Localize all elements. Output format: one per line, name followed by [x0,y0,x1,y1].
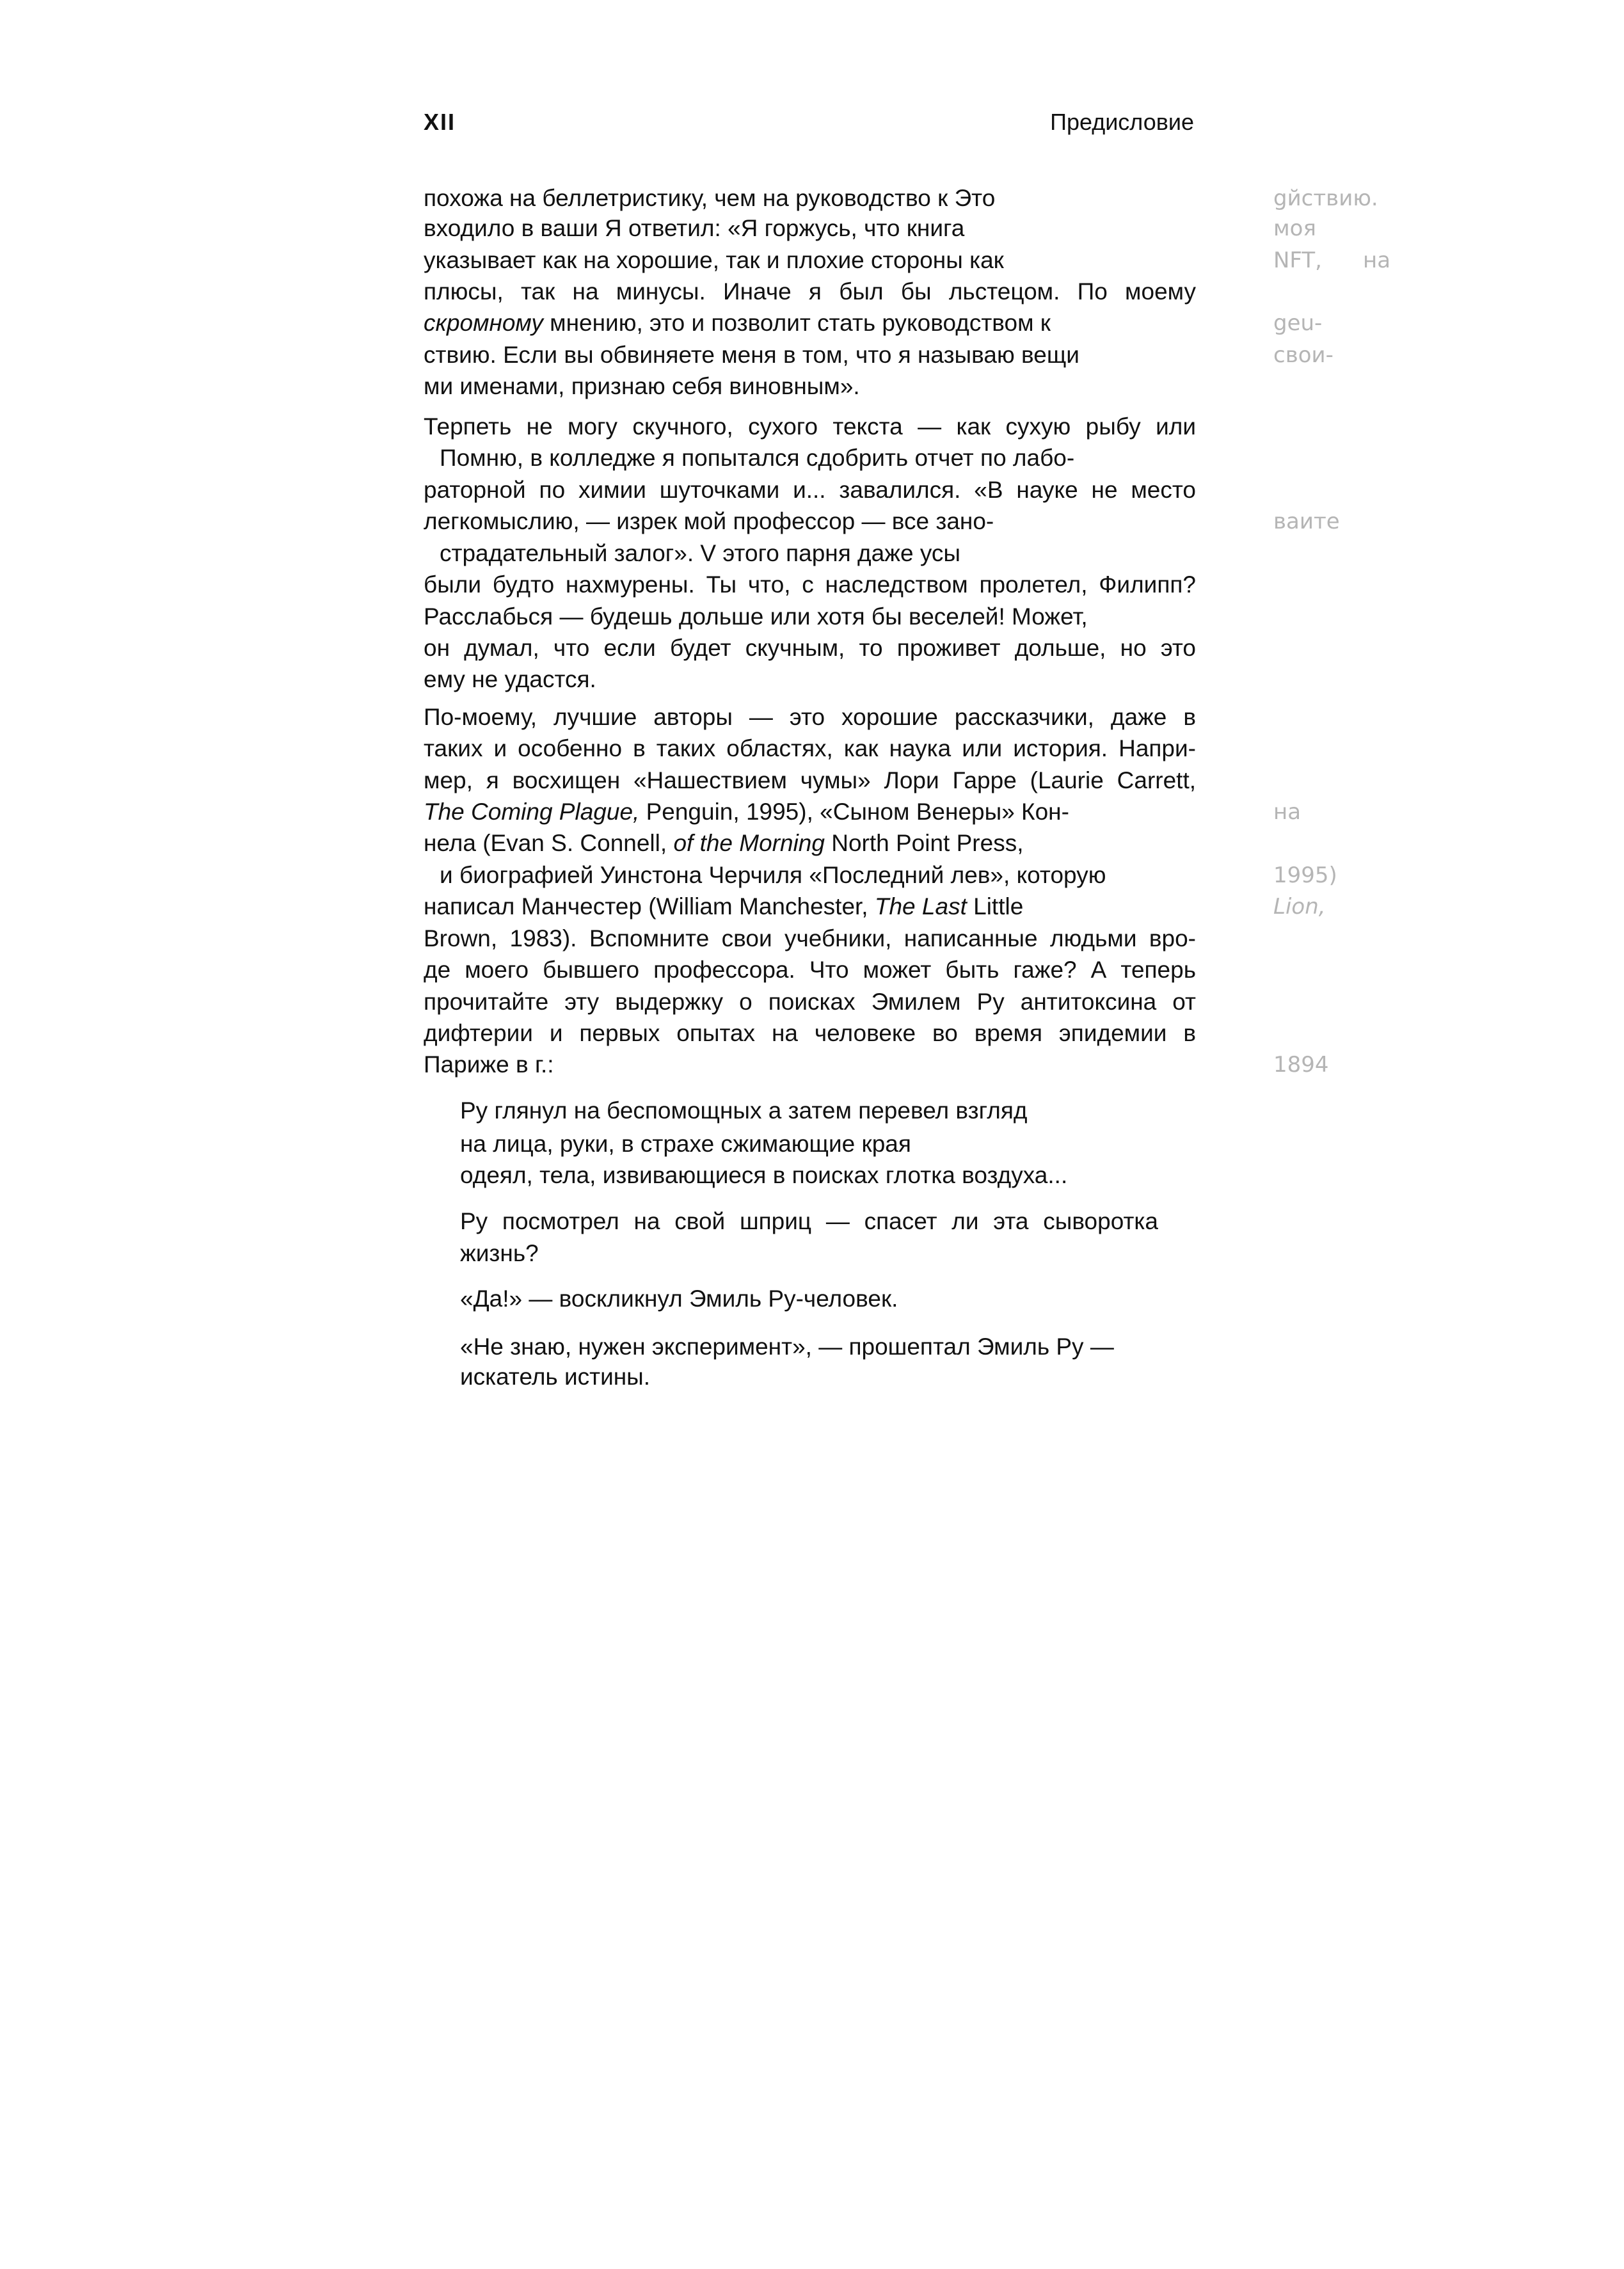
ghost-ocr-text: gйствию. [1273,186,1378,211]
italic-title: of the Morning [673,830,825,856]
ghost-ocr-text: geu- [1273,310,1323,336]
text-segment: Терпеть не могу скучного, сухого текста — как сухую рыбу или [424,413,1196,440]
text-segment: дифтерии и первых опытах на человеке во время эпидемии в [424,1020,1196,1046]
text-line [424,276,1196,308]
ghost-ocr-text: 1894 [1273,1052,1329,1078]
text-segment: на лица, руки, в страхе сжимающие края [460,1131,911,1157]
text-segment: Париже в г.: [424,1051,554,1078]
text-line [424,986,1196,1018]
text-line [424,307,1196,339]
text-segment: раторной по химии шуточками и... завалился. «В науке не место [424,477,1196,503]
text-segment: искатель истины. [460,1364,651,1390]
text-segment: страдательный залог». V этого парня даже усы [440,540,960,566]
text-line [424,244,1196,276]
italic-title: The Last [874,893,967,920]
text-segment: «Да!» — воскликнул Эмиль Ру-человек. [460,1286,898,1312]
text-segment: ми именами, признаю себя виновным». [424,373,860,399]
text-segment: входило в ваши Я ответил: «Я горжусь, что книга [424,215,965,241]
text-line [424,212,1196,244]
text-line [424,569,1196,601]
text-line [440,442,1196,474]
text-line [424,923,1196,955]
text-line [424,601,1196,633]
text-segment: «Не знаю, нужен эксперимент», — прошептал Эмиль Ру — [460,1334,1114,1360]
text-segment: плюсы, так на минусы. Иначе я был бы льстецом. По моему [424,278,1196,305]
quote-line [460,1238,1158,1270]
text-segment: ему не удастся. [424,666,596,692]
text-segment: прочитайте эту выдержку о поисках Эмилем Ру антитоксина от [424,989,1196,1015]
text-segment: мер, я восхищен «Нашествием чумы» Лори Гарре (Laurie Carrett, [424,767,1196,793]
text-line [440,859,1196,891]
text-line [424,411,1196,443]
text-segment: были будто нахмурены. Ты что, с наследством пролетел, Филипп? [424,571,1196,598]
quote-line [460,1331,1158,1363]
text-segment: По-моему, лучшие авторы — это хорошие рассказчики, даже в [424,704,1196,730]
quote-line [460,1128,1158,1160]
text-line [424,1049,1196,1081]
text-segment: написал Манчестер (William Manchester, [424,893,875,920]
text-segment: Помню, в колледже я попытался сдобрить отчет по лабо- [440,445,1075,471]
ghost-ocr-text: на [1273,799,1302,825]
text-segment: легкомыслию, — изрек мой профессор — все зано- [424,508,994,534]
text-segment: мнению, это и позволит стать руководством к [543,310,1051,336]
text-line [424,182,1196,214]
text-line [424,827,1196,859]
text-segment: Расслабься — будешь дольше или хотя бы веселей! Может, [424,603,1088,630]
text-line [440,537,1196,569]
text-line [424,664,1196,696]
quote-line [460,1283,1158,1315]
ghost-ocr-text: NFT, [1273,248,1322,273]
text-segment: жизнь? [460,1240,539,1266]
text-line [424,632,1196,664]
ghost-ocr-text: ваите [1273,509,1340,534]
text-segment: указывает как на хорошие, так и плохие стороны как [424,247,1004,273]
quote-line [460,1206,1158,1238]
text-line [424,370,1196,402]
text-segment: ствию. Если вы обвиняете меня в том, что я называю вещи [424,342,1079,368]
ghost-ocr-text: Lion, [1273,894,1326,920]
text-segment: Little [966,893,1024,920]
quote-line [460,1159,1158,1191]
text-segment: нела (Evan S. Connell, [424,830,674,856]
text-segment: Penguin, 1995), «Сыном Венеры» Кон- [639,799,1069,825]
text-line [424,954,1196,986]
text-segment: де моего бывшего профессора. Что может быть гаже? А теперь [424,957,1196,983]
text-segment: похожа на беллетристику, чем на руководство к Это [424,185,996,211]
text-segment: Ру глянул на беспомощных а затем перевел взгляд [460,1097,1028,1124]
text-line [424,506,1196,537]
ghost-ocr-text: моя [1273,216,1316,241]
ghost-ocr-text: свои- [1273,342,1333,368]
page-number: XII [424,109,456,135]
running-header-section: Предисловие [1050,109,1194,135]
text-line [424,765,1196,797]
quote-line [460,1361,1158,1393]
text-line [424,891,1196,923]
text-line [424,474,1196,506]
text-line [424,733,1196,765]
text-segment: одеял, тела, извивающиеся в поисках глотка воздуха... [460,1162,1068,1188]
text-segment: он думал, что если будет скучным, то проживет дольше, но это [424,635,1196,661]
text-segment: North Point Press, [824,830,1024,856]
text-line [424,701,1196,733]
text-segment: таких и особенно в таких областях, как наука или история. Напри- [424,735,1196,761]
quote-line [460,1095,1158,1127]
text-line [424,796,1196,828]
italic-title: скромному [424,310,543,336]
text-segment: Ру посмотрел на свой шприц — спасет ли эта сыворотка [460,1208,1158,1234]
ghost-ocr-text: 1995) [1273,863,1337,888]
text-line [424,339,1196,371]
ghost-ocr-text: на [1363,248,1391,273]
text-segment: Brown, 1983). Вспомните свои учебники, написанные людьми вро- [424,925,1196,951]
text-segment: и биографией Уинстона Черчиля «Последний лев», которую [440,862,1106,888]
italic-title: The Coming Plague, [424,799,640,825]
text-line [424,1017,1196,1049]
